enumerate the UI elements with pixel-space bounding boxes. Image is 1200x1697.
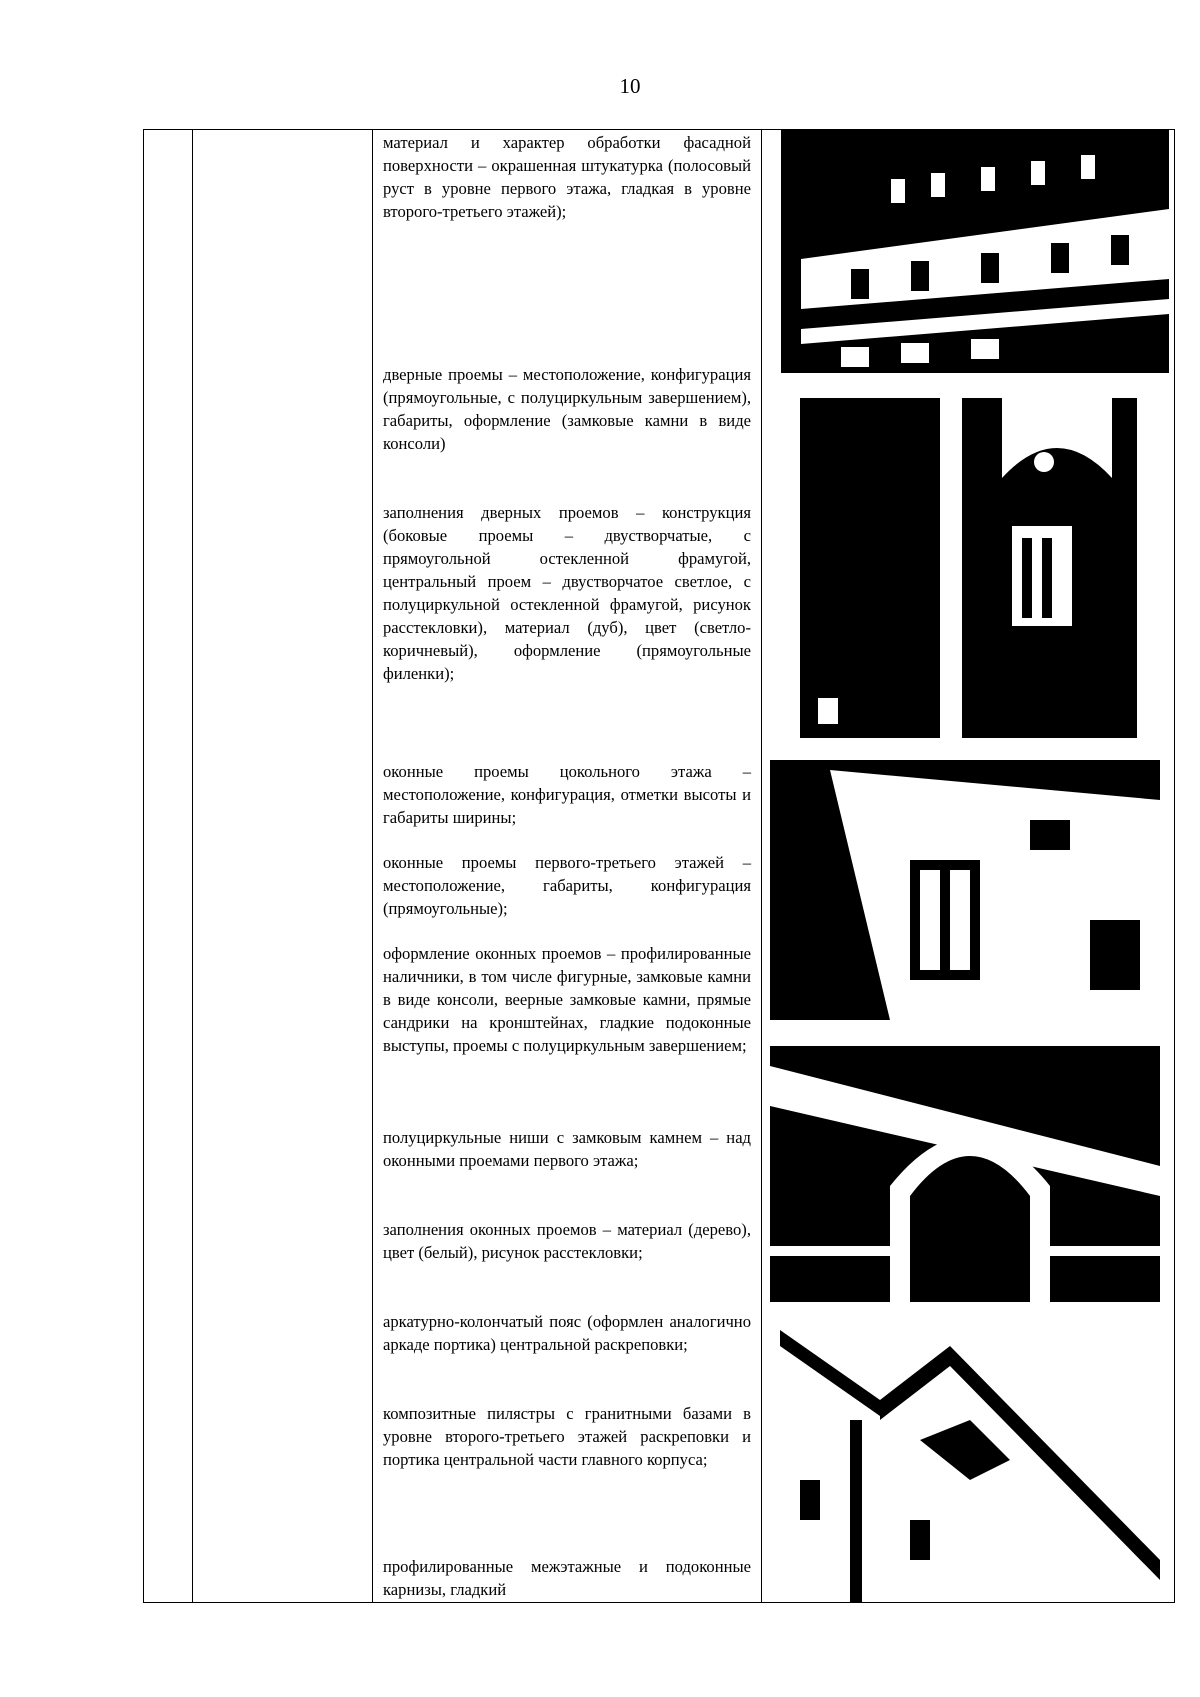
paragraph-window-decoration: оформление оконных проемов – профилированные наличники, в том числе фигурные, замковые камни в виде консоли, веерные замковые камни, прямые сандрики на кронштейнах, гладкие подоконные выступы, проемы с полуциркульным завершением; [383, 944, 751, 1055]
column-divider-1 [192, 130, 193, 1602]
paragraph-floor-windows: оконные проемы первого-третьего этажей – местоположение, габариты, конфигурация (прямоугольные); [383, 853, 751, 918]
paragraph-basement-windows: оконные проемы цокольного этажа – местоположение, конфигурация, отметки высоты и габариты ширины; [383, 762, 751, 827]
paragraph-arcature-belt: аркатурно-колончатый пояс (оформлен аналогично аркаде портика) центральной раскреповки; [383, 1312, 751, 1354]
photo-windows [770, 760, 1160, 1020]
paragraph-window-fillings: заполнения оконных проемов – материал (дерево), цвет (белый), рисунок расстекловки; [383, 1220, 751, 1262]
photo-facade [781, 129, 1169, 373]
paragraph-pilasters: композитные пилястры с гранитными базами в уровне второго-третьего этажей раскреповки и портика центральной части главного корпуса; [383, 1404, 751, 1469]
paragraph-door-openings: дверные проемы – местоположение, конфигурация (прямоугольные, с полуциркульным завершением), габариты, оформление (замковые камни в виде консоли) [383, 365, 751, 453]
paragraph-cornices: профилированные межэтажные и подоконные карнизы, гладкий [383, 1557, 751, 1599]
column-divider-3 [761, 130, 762, 1602]
paragraph-door-fillings: заполнения дверных проемов – конструкция (боковые проемы – двустворчатые, с прямоугольной остекленной фрамугой, центральный проем – двустворчатое светлое, с полуциркульной остекленной фрамугой, рисунок расстекловки), материал (дуб), цвет (светло-коричневый), оформление (прямоугольные филенки); [383, 503, 751, 683]
paragraph-niches: полуциркульные ниши с замковым камнем – над оконными проемами первого этажа; [383, 1128, 751, 1170]
photo-arch-niche [770, 1046, 1160, 1302]
photo-pilasters [770, 1330, 1160, 1602]
photo-central-door [962, 398, 1153, 738]
column-divider-2 [372, 130, 373, 1602]
page-number: 10 [619, 74, 641, 98]
photo-side-door [800, 398, 955, 738]
paragraph-facade-surface: материал и характер обработки фасадной поверхности – окрашенная штукатурка (полосовый руст в уровне первого этажа, гладкая в уровне второго-третьего этажей); [383, 133, 751, 221]
